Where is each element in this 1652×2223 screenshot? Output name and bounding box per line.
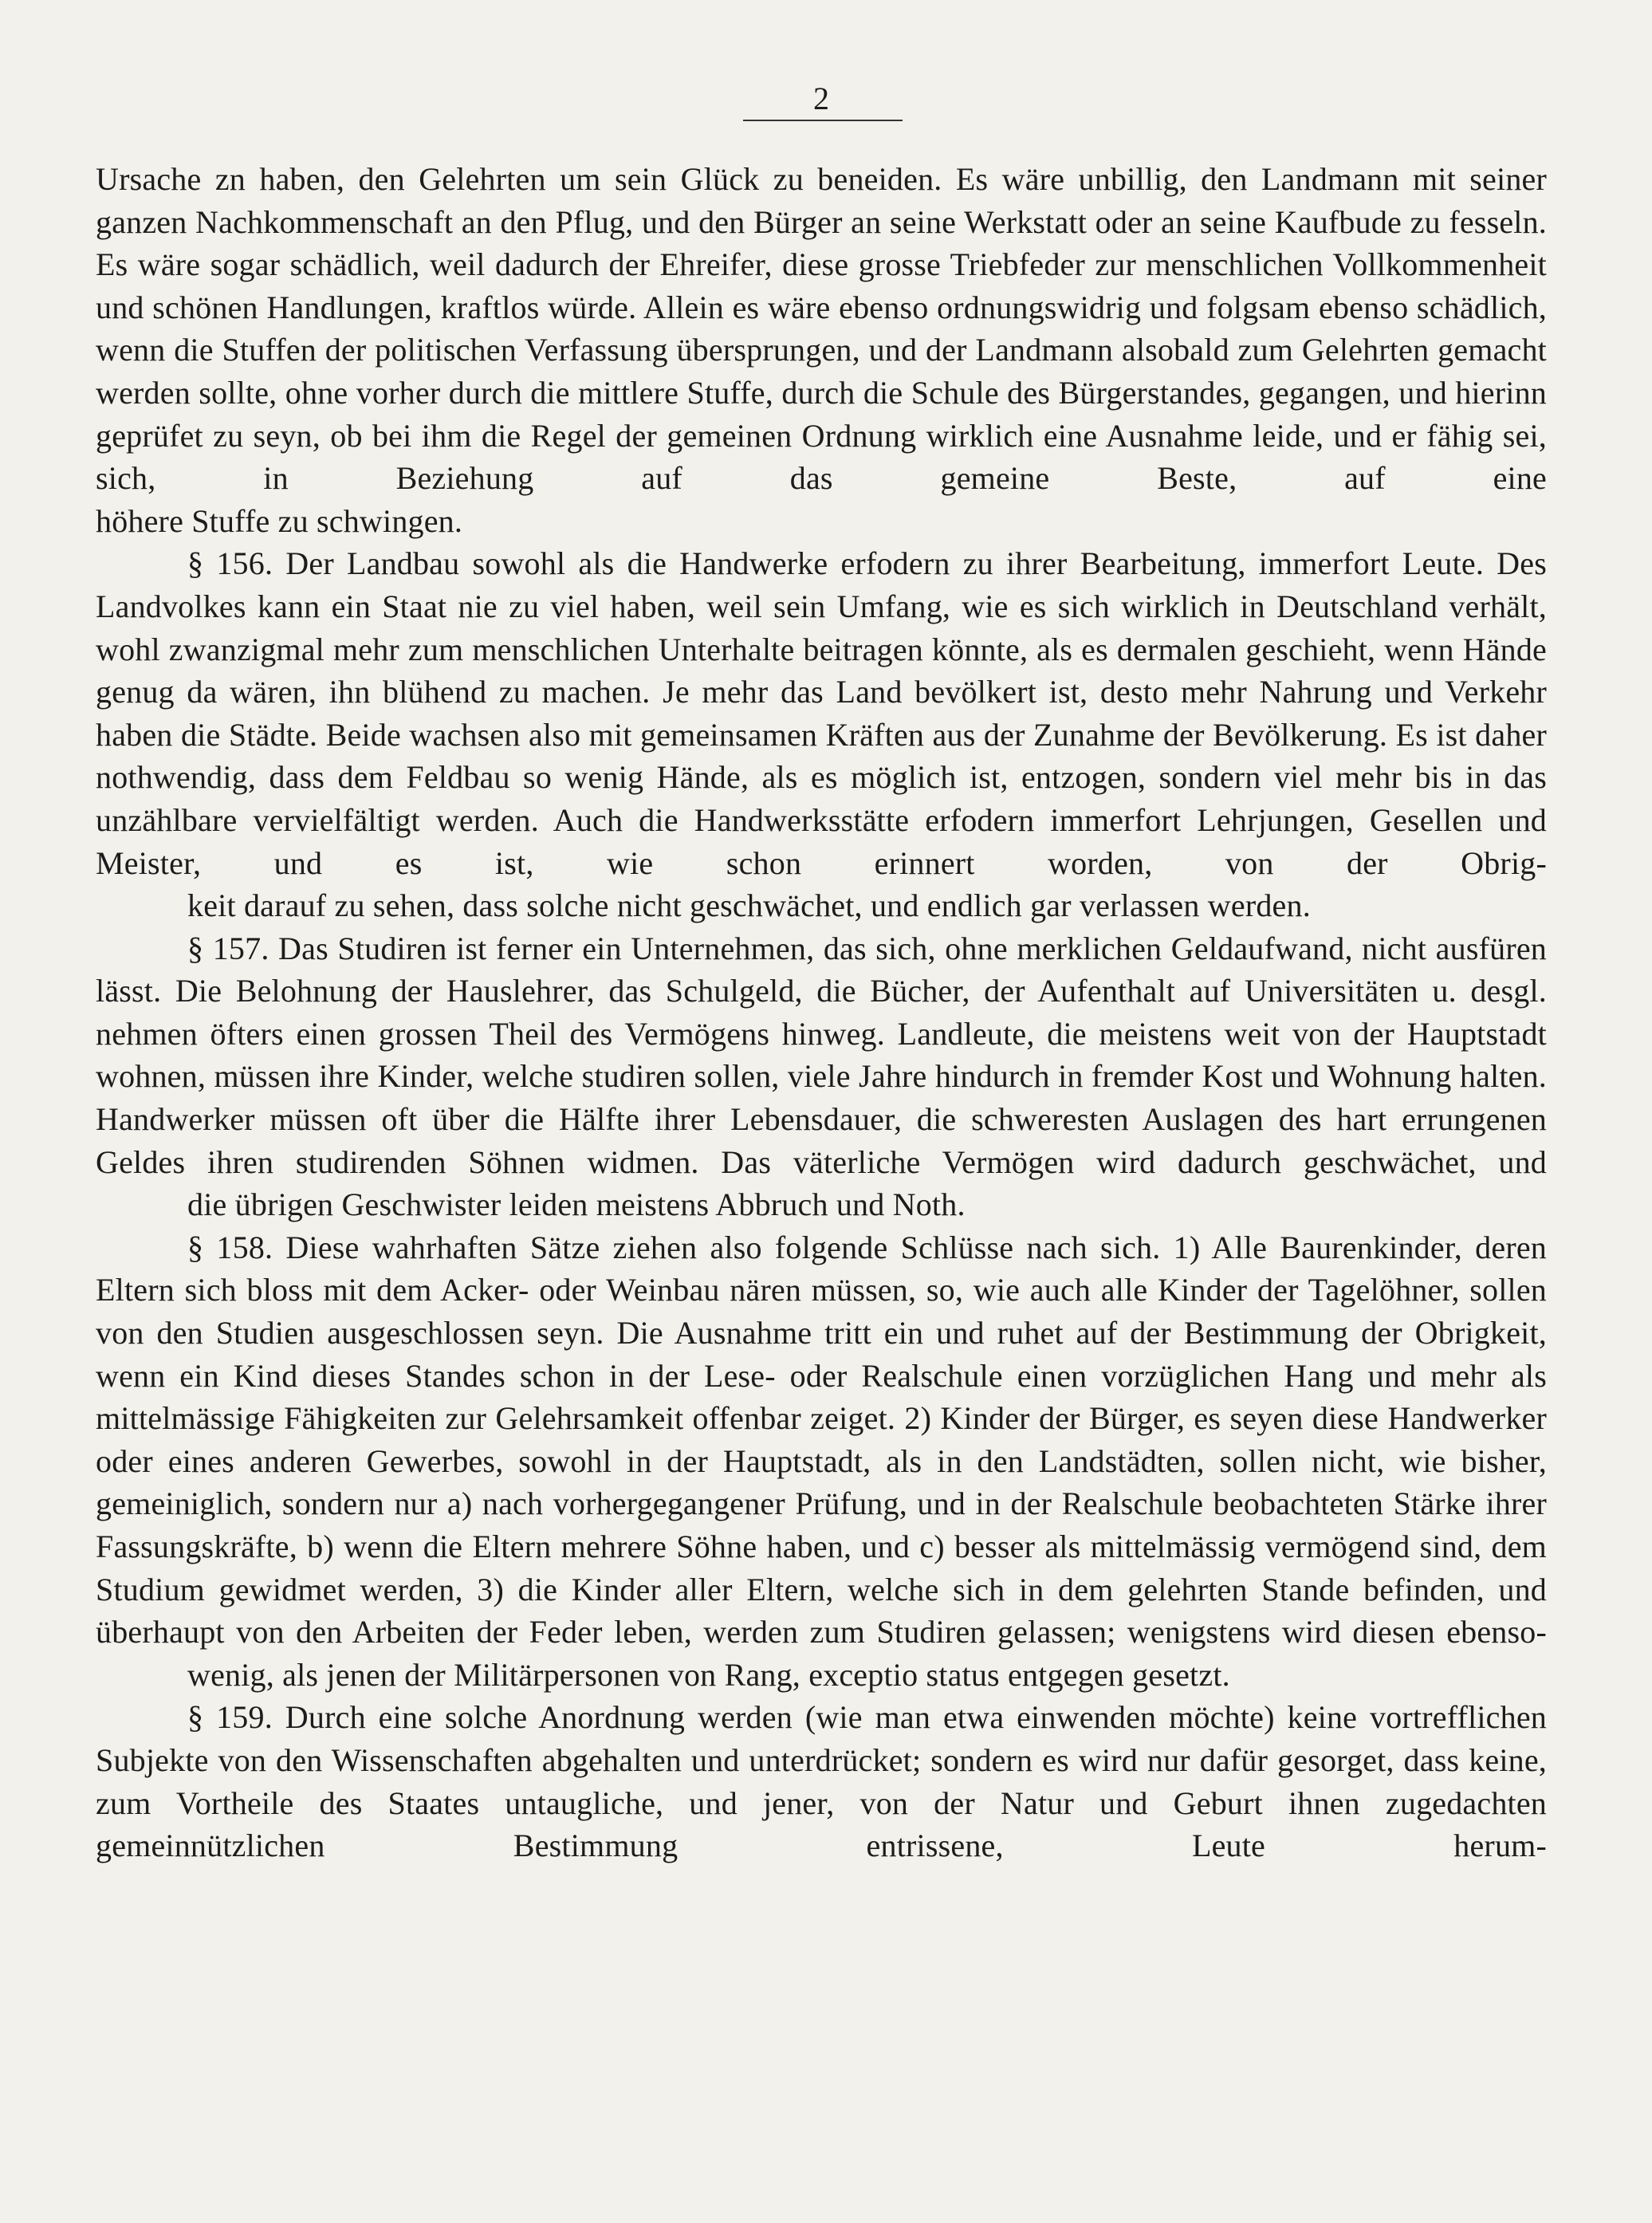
paragraph-156 [96,542,1547,927]
paragraph-last-line: wenig, als jenen der Militärpersonen von Rang, exceptio status entgegen gesetzt. [187,1656,1230,1693]
paragraph-159 [96,1696,1547,1867]
paragraph-last-line: höhere Stuffe zu schwingen. [96,502,463,539]
paragraph-text: § 157. Das Studiren ist ferner ein Unternehmen, das sich, ohne merklichen Geldaufwand, nicht ausfüren lässt. Die Belohnung der Hauslehrer, das Schulgeld, die Bücher, der Aufenthalt auf Universitäten u. desgl. nehmen öfters einen grossen Theil des Vermögens hinweg. Landleute, die meistens weit von der Hauptstadt wohnen, müssen ihre Kinder, welche studiren sollen, viele Jahre hindurch in fremder Kost und Wohnung halten. Handwerker müssen oft über die Hälfte ihrer Lebensdauer, die schweresten Auslagen des hart errungenen Geldes ihren studirenden Söhnen widmen. Das väterliche Vermögen wird dadurch geschwächet, und [96,930,1547,1180]
paragraph-157 [96,927,1547,1226]
paragraph-text: § 156. Der Landbau sowohl als die Handwerke erfodern zu ihrer Bearbeitung, immerfort Leute. Des Landvolkes kann ein Staat nie zu viel haben, weil sein Umfang, wie es sich wirklich in Deutschland verhält, wohl zwanzigmal mehr zum menschlichen Unterhalte beitragen könnte, als es dermalen geschieht, wenn Hände genug da wären, ihn blühend zu machen. Je mehr das Land bevölkert ist, desto mehr Nahrung und Verkehr haben die Städte. Beide wachsen also mit gemeinsamen Kräften aus der Zunahme der Bevölkerung. Es ist daher nothwendig, dass dem Feldbau so wenig Hände, als es möglich ist, entzogen, sondern viel mehr bis in das unzählbare vervielfältigt werden. Auch die Handwerksstätte erfodern immerfort Lehrjungen, Gesellen und Meister, und es ist, wie schon erinnert worden, von der Obrig- [96,545,1547,881]
paragraph-last-line: keit darauf zu sehen, dass solche nicht geschwächet, und endlich gar verlassen werden. [187,887,1311,924]
paragraph-158 [96,1226,1547,1697]
paragraph-text: § 159. Durch eine solche Anordnung werden (wie man etwa einwenden möchte) keine vortrefflichen Subjekte von den Wissenschaften abgehalten und unterdrücket; sondern es wird nur dafür gesorget, dass keine, zum Vortheile des Staates untaugliche, und jener, von der Natur und Geburt ihnen zugedachten gemeinnützlichen Bestimmung entrissene, Leute herum- [96,1699,1547,1864]
page-number: 2 [813,81,829,116]
body-text [96,158,1547,1867]
page-number-rule [743,120,903,121]
paragraph-continuation [96,158,1547,542]
paragraph-text: Ursache zn haben, den Gelehrten um sein Glück zu beneiden. Es wäre unbillig, den Landmann mit seiner ganzen Nachkommenschaft an den Pflug, und den Bürger an seine Werkstatt oder an seine Kaufbude zu fesseln. Es wäre sogar schädlich, weil dadurch der Ehreifer, diese grosse Triebfeder zur menschlichen Vollkommenheit und schönen Handlungen, kraftlos würde. Allein es wäre ebenso ordnungswidrig und folgsam ebenso schädlich, wenn die Stuffen der politischen Verfassung übersprungen, und der Landmann alsobald zum Gelehrten gemacht werden sollte, ohne vorher durch die mittlere Stuffe, durch die Schule des Bürgerstandes, gegangen, und hierinn geprüfet zu seyn, ob bei ihm die Regel der gemeinen Ordnung wirklich eine Ausnahme leide, und er fähig sei, sich, in Beziehung auf das gemeine Beste, auf eine [96,161,1547,497]
paragraph-text: § 158. Diese wahrhaften Sätze ziehen also folgende Schlüsse nach sich. 1) Alle Baurenkinder, deren Eltern sich bloss mit dem Acker- oder Weinbau nären müssen, so, wie auch alle Kinder der Tagelöhner, sollen von den Studien ausgeschlossen seyn. Die Ausnahme tritt ein und ruhet auf der Bestimmung der Obrigkeit, wenn ein Kind dieses Standes schon in der Lese- oder Realschule einen vorzüglichen Hang und mehr als mittelmässige Fähigkeiten zur Gelehrsamkeit offenbar zeiget. 2) Kinder der Bürger, es seyen diese Handwerker oder eines anderen Gewerbes, sowohl in der Hauptstadt, als in den Landstädten, sollen nicht, wie bisher, gemeiniglich, sondern nur a) nach vorhergegangener Prüfung, und in der Realschule beobachteten Stärke ihrer Fassungskräfte, b) wenn die Eltern mehrere Söhne haben, und c) besser als mittelmässig vermögend sind, dem Studium gewidmet werden, 3) die Kinder aller Eltern, welche sich in dem gelehrten Stande befinden, und überhaupt von den Arbeiten der Feder leben, werden zum Studiren gelassen; wenigstens wird diesen ebenso- [96,1229,1547,1651]
paragraph-last-line: die übrigen Geschwister leiden meistens Abbruch und Noth. [187,1186,966,1223]
